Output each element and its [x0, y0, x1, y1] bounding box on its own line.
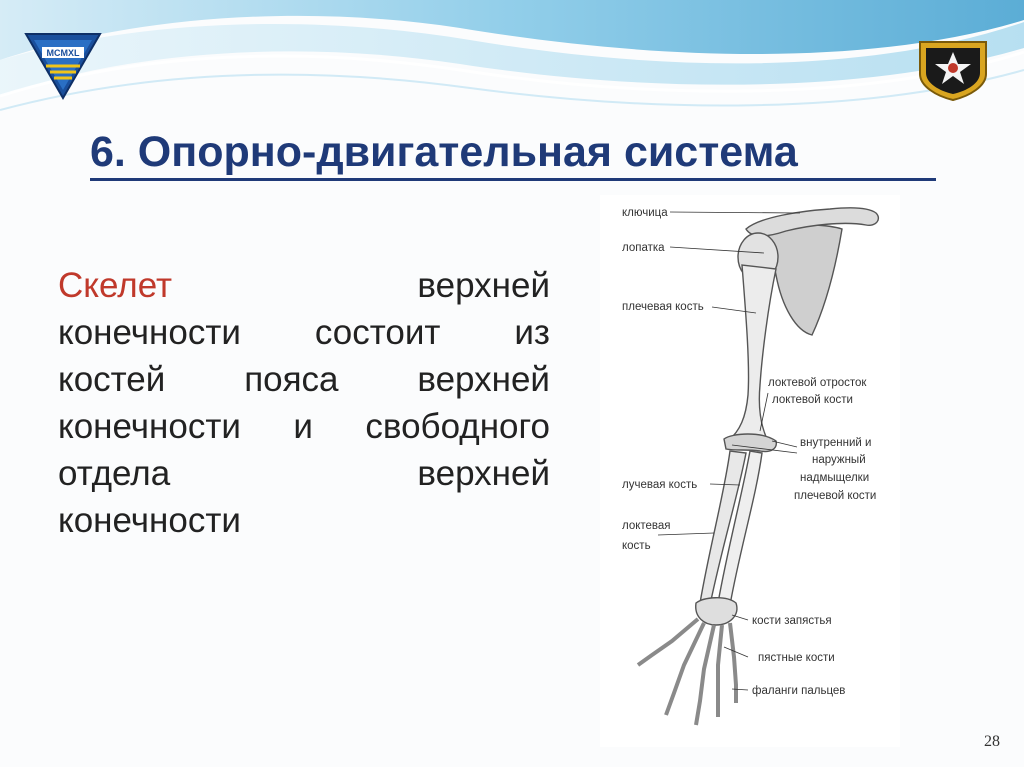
- scapula-bone: [768, 224, 842, 335]
- label-clavicle: ключица: [622, 207, 668, 219]
- body-word: костей: [58, 360, 166, 399]
- label-epicondyles-line1: внутренний и: [800, 437, 872, 449]
- body-line: [58, 497, 550, 544]
- highlighted-word: Скелет: [58, 266, 173, 305]
- label-metacarpals: пястные кости: [758, 652, 835, 664]
- label-ulna-line1: локтевая: [622, 520, 671, 532]
- body-line: [58, 403, 550, 450]
- body-word: верхней: [417, 454, 550, 493]
- body-line: [58, 262, 550, 309]
- logo-left-text: MCMXL: [46, 48, 80, 58]
- label-epicondyles-line2: наружный: [812, 454, 866, 466]
- body-word: конечности: [58, 407, 241, 446]
- label-epicondyles-line3: надмыщелки: [800, 472, 870, 484]
- carpal-bones: [696, 598, 737, 625]
- finger-bone: [730, 623, 736, 703]
- label-epicondyles-line4: плечевой кости: [794, 490, 877, 502]
- slide-title: 6. Опорно-двигательная система: [90, 128, 798, 176]
- military-shield-logo: [914, 36, 992, 102]
- label-scapula: лопатка: [622, 242, 665, 254]
- label-humerus: плечевая кость: [622, 301, 704, 313]
- body-line: [58, 356, 550, 403]
- label-phalanges: фаланги пальцев: [752, 685, 846, 697]
- arm-skeleton-figure: [600, 195, 900, 747]
- finger-bone: [696, 625, 714, 725]
- humerus-bone: [728, 265, 776, 441]
- body-word: из: [514, 313, 550, 352]
- body-word: и: [293, 407, 313, 446]
- finger-bone: [718, 625, 722, 717]
- body-word: пояса: [244, 360, 339, 399]
- body-word: конечности: [58, 501, 241, 540]
- body-paragraph: [58, 262, 550, 544]
- body-word: свободного: [365, 407, 550, 446]
- title-underline: [90, 178, 936, 181]
- academy-emblem-logo: [22, 30, 104, 102]
- label-olecranon-line1: локтевой отросток: [768, 377, 867, 389]
- body-word: верхней: [417, 266, 550, 305]
- page-number: 28: [984, 733, 1000, 750]
- label-radius: лучевая кость: [622, 479, 698, 491]
- label-carpals: кости запястья: [752, 615, 832, 627]
- elbow-joint: [724, 434, 776, 452]
- label-olecranon-line2: локтевой кости: [772, 394, 853, 406]
- body-word: состоит: [314, 313, 441, 352]
- arm-skeleton-diagram: [600, 195, 900, 747]
- body-word: конечности: [58, 313, 241, 352]
- body-line: [58, 450, 550, 497]
- body-word: верхней: [417, 360, 550, 399]
- body-line: [58, 309, 550, 356]
- body-word: отдела: [58, 454, 171, 493]
- label-ulna-line2: кость: [622, 540, 651, 552]
